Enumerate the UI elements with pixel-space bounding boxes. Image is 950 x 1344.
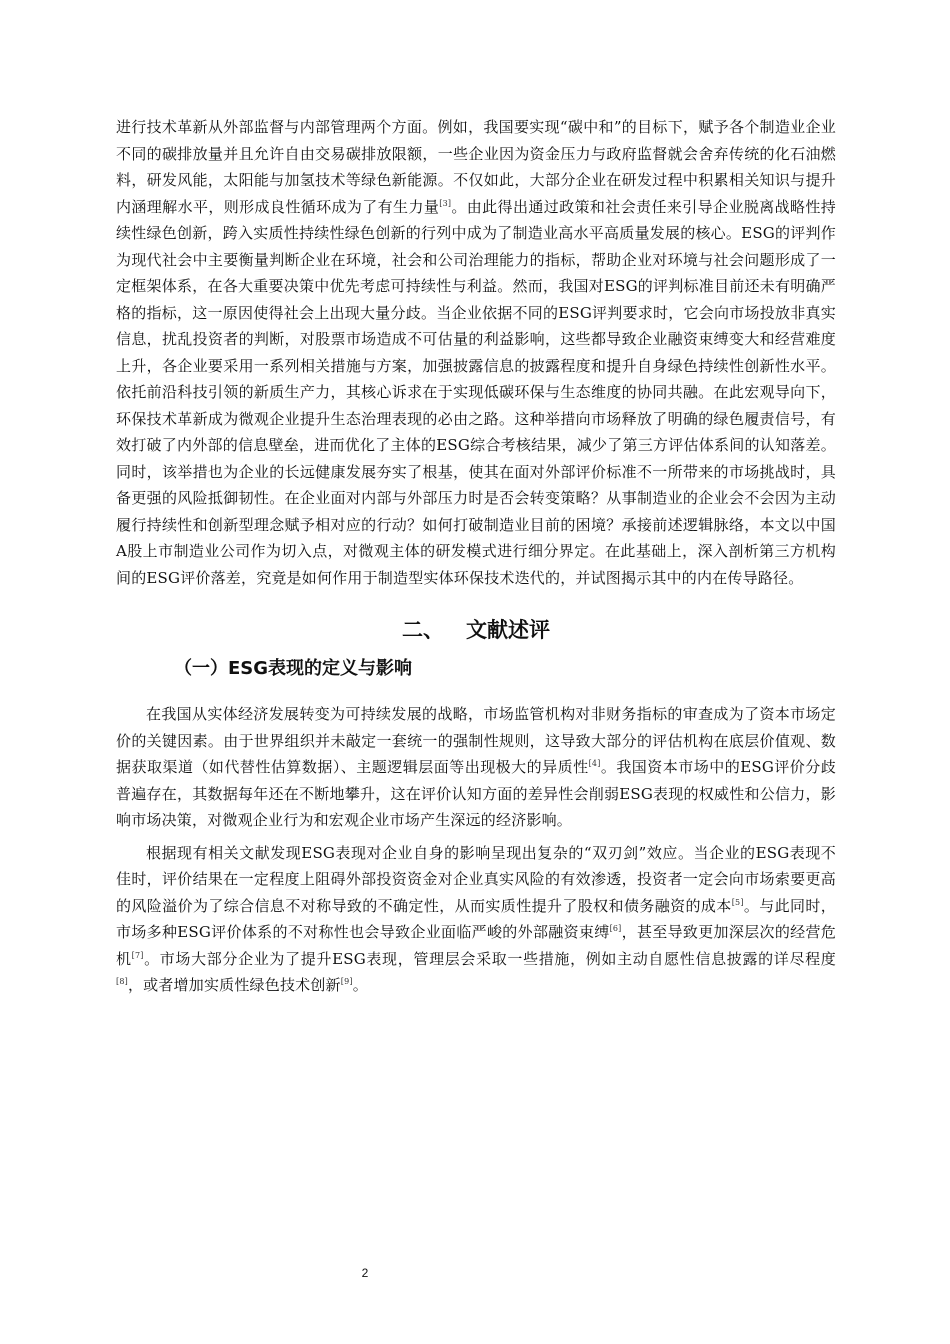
paragraph-text: 。我国资本市场中的ESG评价分歧普遍存在，其数据每年还在不断地攀升，这在评价认知方面的差异性会削弱ESG表现的权威性和公信力，影响市场决策，对微观企业行为和宏观企业市场产生深远的经济影响。 bbox=[116, 758, 836, 829]
page-number: 2 bbox=[361, 1266, 369, 1280]
paragraph-text: ，或者增加实质性绿色技术创新 bbox=[127, 976, 341, 994]
section-number: 二、 bbox=[402, 618, 444, 642]
citation-ref: [6] bbox=[609, 924, 622, 933]
paragraph-text: ，甚至导致更加深层次的经营危机 bbox=[116, 923, 836, 968]
citation-ref: [3] bbox=[439, 198, 452, 208]
citation-ref: [8] bbox=[116, 977, 128, 986]
body-paragraph-1 bbox=[116, 114, 836, 591]
body-paragraph-3 bbox=[116, 840, 836, 999]
citation-ref: [4] bbox=[588, 759, 601, 768]
paragraph-text: 进行技术革新从外部监督与内部管理两个方面。例如，我国要实现“碳中和”的目标下，赋予各个制造业企业不同的碳排放量并且允许自由交易碳排放限额，一些企业因为资金压力与政府监督就会舍弃传统的化石油燃料，研发风能，太阳能与加氢技术等绿色新能源。不仅如此，大部分企业在研发过程中积累相关知识与提升内涵理解水平，则形成良性循环成为了有生力量 bbox=[116, 118, 836, 216]
subsection-heading: （一）ESG表现的定义与影响 bbox=[174, 658, 413, 679]
section-title: 文献述评 bbox=[466, 618, 550, 642]
paragraph-text: 。市场大部分企业为了提升ESG表现，管理层会采取一些措施，例如主动自愿性信息披露的详尽程度 bbox=[143, 949, 836, 968]
body-paragraph-2 bbox=[116, 701, 836, 834]
page-content bbox=[116, 114, 836, 999]
paragraph-text: 。 bbox=[352, 976, 368, 994]
citation-ref: [9] bbox=[340, 977, 353, 986]
citation-ref: [7] bbox=[131, 950, 144, 960]
paragraph-text: 根据现有相关文献发现ESG表现对企业自身的影响呈现出复杂的“双刃剑”效应。当企业的ESG表现不佳时，评价结果在一定程度上阻碍外部投资资金对企业真实风险的有效渗透，投资者一定会向市场索要更高的风险溢价为了综合信息不对称导致的不确定性，从而实质性提升了股权和债务融资的成本 bbox=[116, 843, 836, 915]
paragraph-text: 。与此同时，市场多种ESG评价体系的不对称性也会导致企业面临严峻的外部融资束缚 bbox=[116, 896, 836, 941]
citation-ref: [5] bbox=[731, 897, 744, 907]
paragraph-text: 。由此得出通过政策和社会责任来引导企业脱离战略性持续性绿色创新，跨入实质性持续性绿色创新的行列中成为了制造业高水平高质量发展的核心。ESG的评判作为现代社会中主要衡量判断企业在环境，社会和公司治理能力的指标，帮助企业对环境与社会问题形成了一定框架体系，在各大重要决策中优先考虑可持续性与利益。然而，我国对ESG的评判标准目前还未有明确严格的指标，这一原因使得社会上出现大量分歧。当企业依据不同的ESG评判要求时，它会向市场投放非真实信息，扰乱投资者的判断，对股票市场造成不可估量的利益影响，这些都导致企业融资束缚变大和经营难度上升，各企业要采用一系列相关措施与方案，加强披露信息的披露程度和提升自身绿色持续性创新性水平。依托前沿科技引领的新质生产力，其核心诉求在于实现低碳环保与生态维度的协同共融。在此宏观导向下，环保技术革新成为微观企业提升生态治理表现的必由之路。这种举措向市场释放了明确的绿色履责信号，有效打破了内外部的信息壁垒，进而优化了主体的ESG综合考核结果，减少了第三方评估体系间的认知落差。同时，该举措也为企业的长远健康发展夯实了根基，使其在面对外部评价标准不一所带来的市场挑战时，具备更强的风险抵御韧性。在企业面对内部与外部压力时是否会转变策略？从事制造业的企业会不会因为主动履行持续性和创新型理念赋予相对应的行动？如何打破制造业目前的困境？承接前述逻辑脉络，本文以中国A股上市制造业公司作为切入点，对微观主体的研发模式进行细分界定。在此基础上，深入剖析第三方机构间的ESG评价落差，究竟是如何作用于制造型实体环保技术迭代的，并试图揭示其中的内在传导路径。 bbox=[116, 197, 836, 587]
section-heading bbox=[116, 617, 836, 643]
paragraph-text: 在我国从实体经济发展转变为可持续发展的战略，市场监管机构对非财务指标的审查成为了资本市场定价的关键因素。由于世界组织并未敲定一套统一的强制性规则，这导致大部分的评估机构在底层价值观、数据获取渠道（如代替性估算数据）、主题逻辑层面等出现极大的异质性 bbox=[116, 705, 836, 776]
